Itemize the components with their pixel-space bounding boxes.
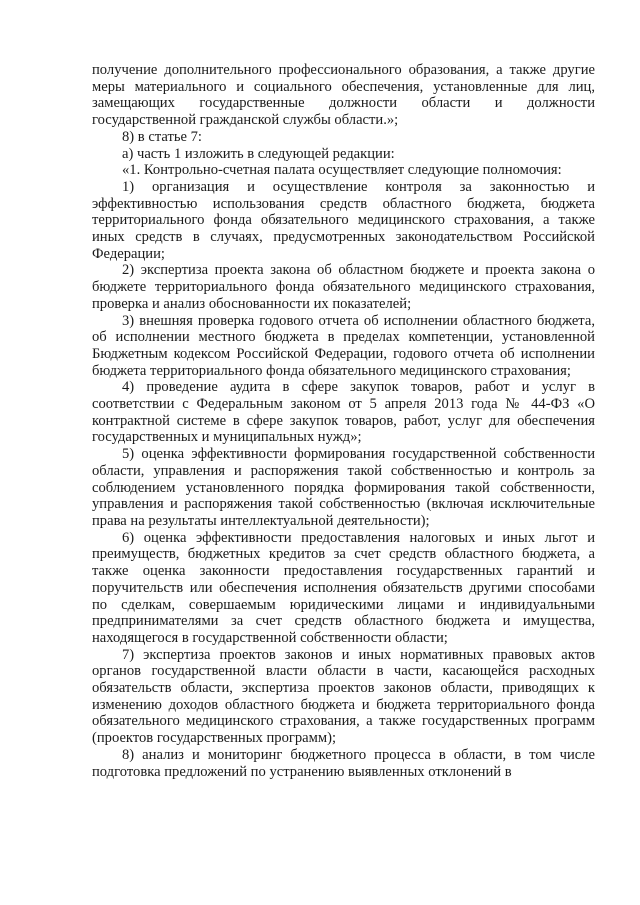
paragraph-item-8: 8) в статье 7: [122,128,202,145]
paragraph-power-6: 6) оценка эффективности предоставления налоговых и иных льгот и преимуществ, бюджетных кредитов за счет средств областного бюджета, а также оценка законности предоставления государственных гарантий и поручительств или обеспечения исполнения обязательств другими способами по сделкам, совершаемым юридическими лицами и индивидуальными предпринимателями за счет средств областного бюджета и имущества, находящегося в государственной собственности области; [92,529,595,646]
paragraph-power-1: 1) организация и осуществление контроля за законностью и эффективностью использования средств областного бюджета, бюджета территориального фонда обязательного медицинского страхования, а также иных средств в случаях, предусмотренных законодательством Российской Федерации; [92,178,595,262]
paragraph-power-8: 8) анализ и мониторинг бюджетного процесса в области, в том числе подготовка предложений по устранению выявленных отклонений в [92,746,595,780]
paragraph-power-5: 5) оценка эффективности формирования государственной собственности области, управления и распоряжения такой собственностью и контроль за соблюдением установленного порядка формирования такой собственности, управления и распоряжения такой собственностью (включая исключительные права на результаты интеллектуальной деятельности); [92,446,595,529]
paragraph-power-3: 3) внешняя проверка годового отчета об исполнении областного бюджета, об исполнении местного бюджета в пределах компетенции, установленной Бюджетным кодексом Российской Федерации, годового отчета об исполнении бюджета территориального фонда обязательного медицинского страхования; [92,312,595,379]
document-page [92,62,595,780]
paragraph-power-2: 2) экспертиза проекта закона об областном бюджете и проекта закона о бюджете территориального фонда обязательного медицинского страхования, проверка и анализ обоснованности их показателей; [92,262,595,312]
paragraph-continuation: получение дополнительного профессионального образования, а также другие меры материального и социального обеспечения, установленные для лиц, замещающих государственные должности области и должности государственной гражданской службы области.»; [92,62,595,129]
paragraph-part-1-heading: «1. Контрольно-счетная палата осуществляет следующие полномочия: [122,162,562,179]
paragraph-power-4: 4) проведение аудита в сфере закупок товаров, работ и услуг в соответствии с Федеральным законом от 5 апреля 2013 года № 44-ФЗ «О контрактной системе в сфере закупок товаров, работ, услуг для обеспечения государственных и муниципальных нужд»; [92,379,595,446]
paragraph-subitem-a: а) часть 1 изложить в следующей редакции: [122,145,395,162]
paragraph-power-7: 7) экспертиза проектов законов и иных нормативных правовых актов органов государственной власти области в части, касающейся расходных обязательств области, экспертиза проектов законов области, приводящих к изменению доходов областного бюджета и бюджета территориального фонда обязательного медицинского страхования, а также государственных программ (проектов государственных программ); [92,646,595,747]
